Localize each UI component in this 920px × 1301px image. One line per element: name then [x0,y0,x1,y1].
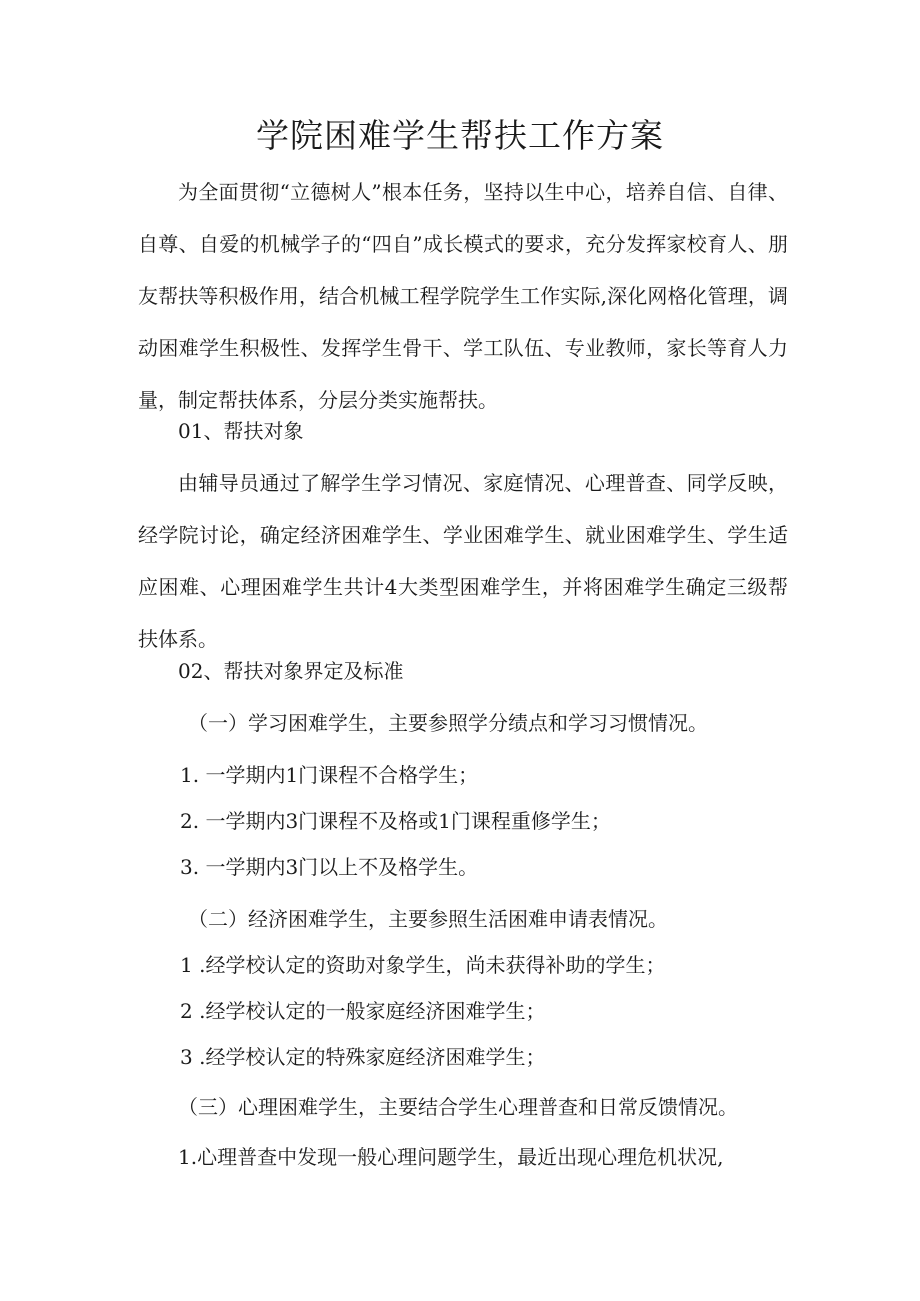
intro-paragraph: 为全面贯彻“立德树人”根本任务，坚持以生中心，培养自信、自律、自尊、自爱的机械学子的“四自”成长模式的要求，充分发挥家校育人、朋友帮扶等积极作用，结合机械工程学院学生工作实际,深化网格化管理，调动困难学生积极性、发挥学生骨干、学工队伍、专业教师，家长等育人力量，制定帮扶体系，分层分类实施帮扶。 [138,180,788,412]
subsection-heading-financial: （二）经济困难学生，主要参照生活困难申请表情况。 [188,907,668,931]
section-heading-criteria: 02、帮扶对象界定及标准 [178,659,404,683]
list-item-academic-3: 3. 一学期内3门以上不及格学生。 [180,855,479,879]
subsection-heading-psychological: （三）心理困难学生，主要结合学生心理普查和日常反馈情况。 [178,1095,738,1119]
document-title: 学院困难学生帮扶工作方案 [256,116,664,155]
list-item-psychological-1: 1.心理普查中发现一般心理问题学生，最近出现心理危机状况, [178,1145,724,1169]
list-item-academic-2: 2. 一学期内3门课程不及格或1门课程重修学生； [180,809,611,833]
section-body-targets: 由辅导员通过了解学生学习情况、家庭情况、心理普查、同学反映，经学院讨论，确定经济困难学生、学业困难学生、就业困难学生、学生适应困难、心理困难学生共计4大类型困难学生，并将困难学生确定三级帮扶体系。 [138,471,788,651]
section-heading-targets: 01、帮扶对象 [178,419,304,443]
list-item-academic-1: 1. 一学期内1门课程不合格学生； [180,763,479,787]
subsection-heading-academic: （一）学习困难学生，主要参照学分绩点和学习习惯情况。 [188,711,708,735]
list-item-financial-1: 1 .经学校认定的资助对象学生，尚未获得补助的学生； [180,953,666,977]
list-item-financial-2: 2 .经学校认定的一般家庭经济困难学生； [180,999,546,1023]
list-item-financial-3: 3 .经学校认定的特殊家庭经济困难学生； [180,1045,546,1069]
